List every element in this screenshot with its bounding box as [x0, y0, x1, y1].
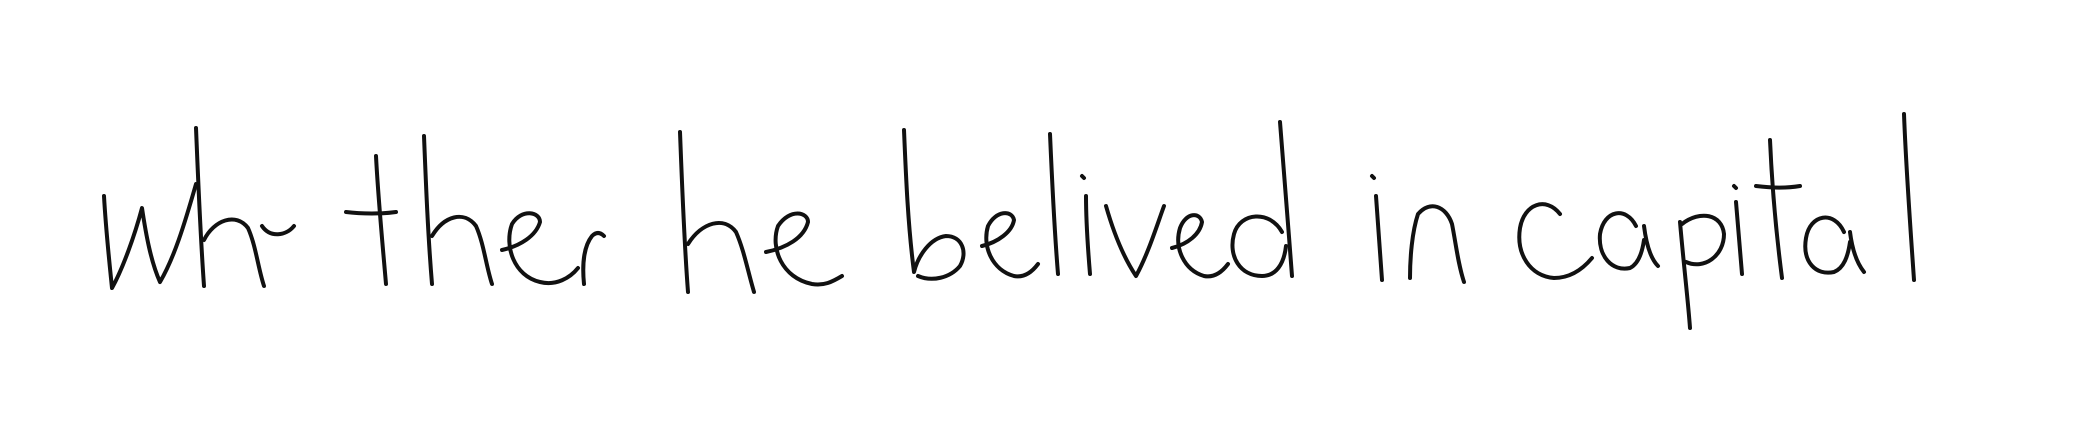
- word-he: [680, 132, 842, 292]
- word-belived: [904, 122, 1292, 279]
- word-whether: [104, 128, 604, 288]
- word-in: [1372, 176, 1464, 282]
- word-capital: [1519, 114, 1914, 328]
